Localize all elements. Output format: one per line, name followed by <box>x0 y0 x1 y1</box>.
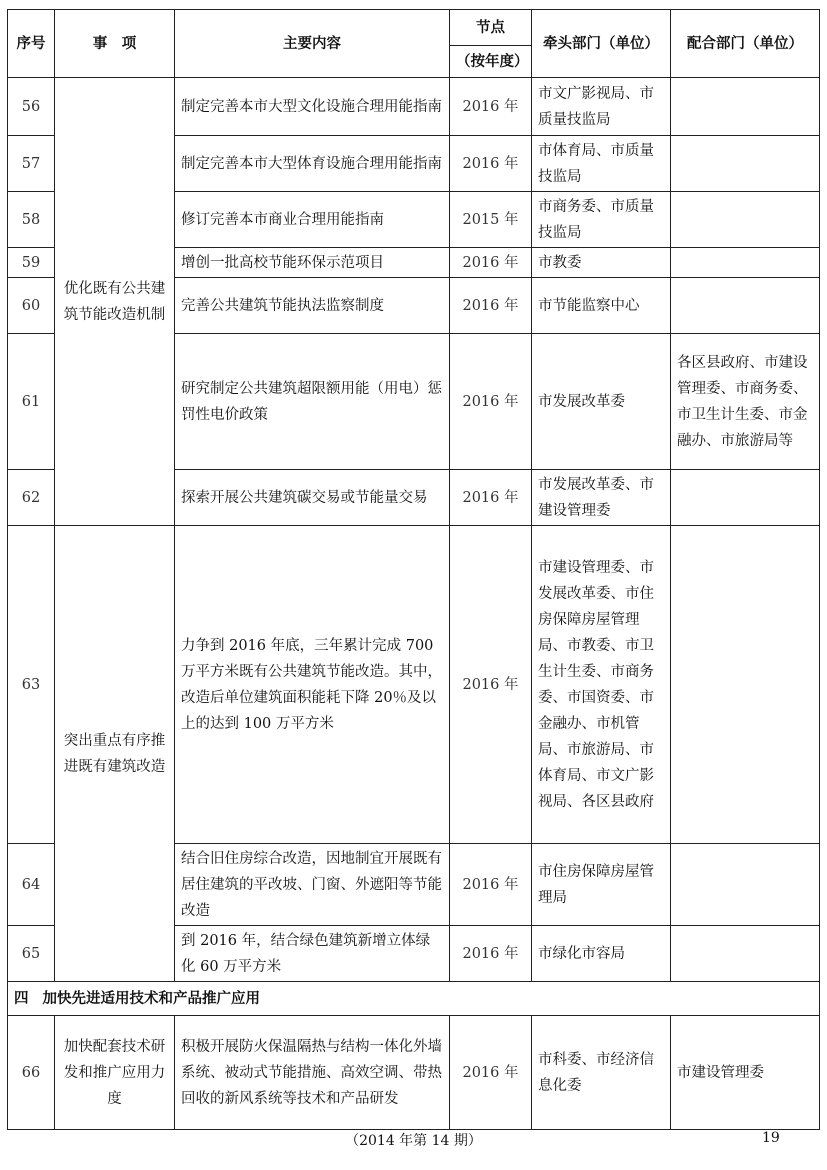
row-year: 2016 年 <box>450 78 532 136</box>
section-row <box>8 982 820 1016</box>
row-lead: 市住房保障房屋管理局 <box>532 844 671 926</box>
row-no: 60 <box>8 278 55 334</box>
row-year: 2016 年 <box>450 278 532 334</box>
group-label: 突出重点有序推进既有建筑改造 <box>55 526 175 982</box>
row-content: 力争到 2016 年底，三年累计完成 700 万平方米既有公共建筑节能改造。其中，改造后单位建筑面积能耗下降 20％及以上的达到 100 万平方米 <box>175 526 450 844</box>
policy-table <box>7 9 820 1130</box>
row-content: 完善公共建筑节能执法监察制度 <box>175 278 450 334</box>
row-coop <box>671 526 820 844</box>
row-no: 58 <box>8 192 55 248</box>
group-label: 加快配套技术研发和推广应用力度 <box>55 1016 175 1130</box>
row-content: 结合旧住房综合改造，因地制宜开展既有居住建筑的平改坡、门窗、外遮阳等节能改造 <box>175 844 450 926</box>
row-year: 2016 年 <box>450 470 532 526</box>
header-coop: 配合部门（单位） <box>671 10 820 78</box>
row-lead: 市建设管理委、市发展改革委、市住房保障房屋管理局、市教委、市卫生计生委、市商务委、市国资委、市金融办、市机管局、市旅游局、市体育局、市文广影视局、各区县政府 <box>532 526 671 844</box>
row-coop <box>671 248 820 278</box>
row-lead: 市节能监察中心 <box>532 278 671 334</box>
row-content: 探索开展公共建筑碳交易或节能量交易 <box>175 470 450 526</box>
row-content: 修订完善本市商业合理用能指南 <box>175 192 450 248</box>
row-lead: 市商务委、市质量技监局 <box>532 192 671 248</box>
page-number: 19 <box>762 1130 780 1146</box>
row-coop <box>671 136 820 192</box>
header-no: 序号 <box>8 10 55 78</box>
row-coop <box>671 78 820 136</box>
table-row <box>8 526 820 844</box>
row-coop <box>671 844 820 926</box>
header-content: 主要内容 <box>175 10 450 78</box>
row-lead: 市文广影视局、市质量技监局 <box>532 78 671 136</box>
row-no: 63 <box>8 526 55 844</box>
row-coop: 各区县政府、市建设管理委、市商务委、市卫生计生委、市金融办、市旅游局等 <box>671 334 820 470</box>
section-heading <box>8 982 820 1016</box>
row-year: 2016 年 <box>450 334 532 470</box>
group-label: 优化既有公共建筑节能改造机制 <box>55 78 175 526</box>
row-lead: 市发展改革委、市建设管理委 <box>532 470 671 526</box>
row-lead: 市科委、市经济信息化委 <box>532 1016 671 1130</box>
row-year: 2016 年 <box>450 926 532 982</box>
row-no: 56 <box>8 78 55 136</box>
row-lead: 市发展改革委 <box>532 334 671 470</box>
row-coop <box>671 278 820 334</box>
row-lead: 市教委 <box>532 248 671 278</box>
row-content: 研究制定公共建筑超限额用能（用电）惩罚性电价政策 <box>175 334 450 470</box>
row-year: 2016 年 <box>450 844 532 926</box>
table-row <box>8 1016 820 1130</box>
row-no: 64 <box>8 844 55 926</box>
row-content: 制定完善本市大型文化设施合理用能指南 <box>175 78 450 136</box>
row-no: 61 <box>8 334 55 470</box>
row-no: 57 <box>8 136 55 192</box>
header-lead: 牵头部门（单位） <box>532 10 671 78</box>
row-lead: 市绿化市容局 <box>532 926 671 982</box>
table-row <box>8 78 820 136</box>
row-content: 增创一批高校节能环保示范项目 <box>175 248 450 278</box>
row-coop <box>671 192 820 248</box>
row-content: 制定完善本市大型体育设施合理用能指南 <box>175 136 450 192</box>
row-content: 积极开展防火保温隔热与结构一体化外墙系统、被动式节能措施、高效空调、带热回收的新风系统等技术和产品研发 <box>175 1016 450 1130</box>
header-node-sub: （按年度） <box>450 46 532 78</box>
issue-label: （2014 年第 14 期） <box>345 1133 482 1149</box>
row-content: 到 2016 年，结合绿色建筑新增立体绿化 60 万平方米 <box>175 926 450 982</box>
row-coop: 市建设管理委 <box>671 1016 820 1130</box>
header-node: 节点 <box>450 10 532 46</box>
row-year: 2016 年 <box>450 248 532 278</box>
row-year: 2015 年 <box>450 192 532 248</box>
section-index: 四 <box>14 989 29 1007</box>
header-item: 事 项 <box>55 10 175 78</box>
row-coop <box>671 926 820 982</box>
row-year: 2016 年 <box>450 136 532 192</box>
row-no: 65 <box>8 926 55 982</box>
section-title: 加快先进适用技术和产品推广应用 <box>42 989 260 1007</box>
row-coop <box>671 470 820 526</box>
row-year: 2016 年 <box>450 1016 532 1130</box>
row-no: 62 <box>8 470 55 526</box>
row-no: 59 <box>8 248 55 278</box>
row-lead: 市体育局、市质量技监局 <box>532 136 671 192</box>
row-year: 2016 年 <box>450 526 532 844</box>
row-no: 66 <box>8 1016 55 1130</box>
